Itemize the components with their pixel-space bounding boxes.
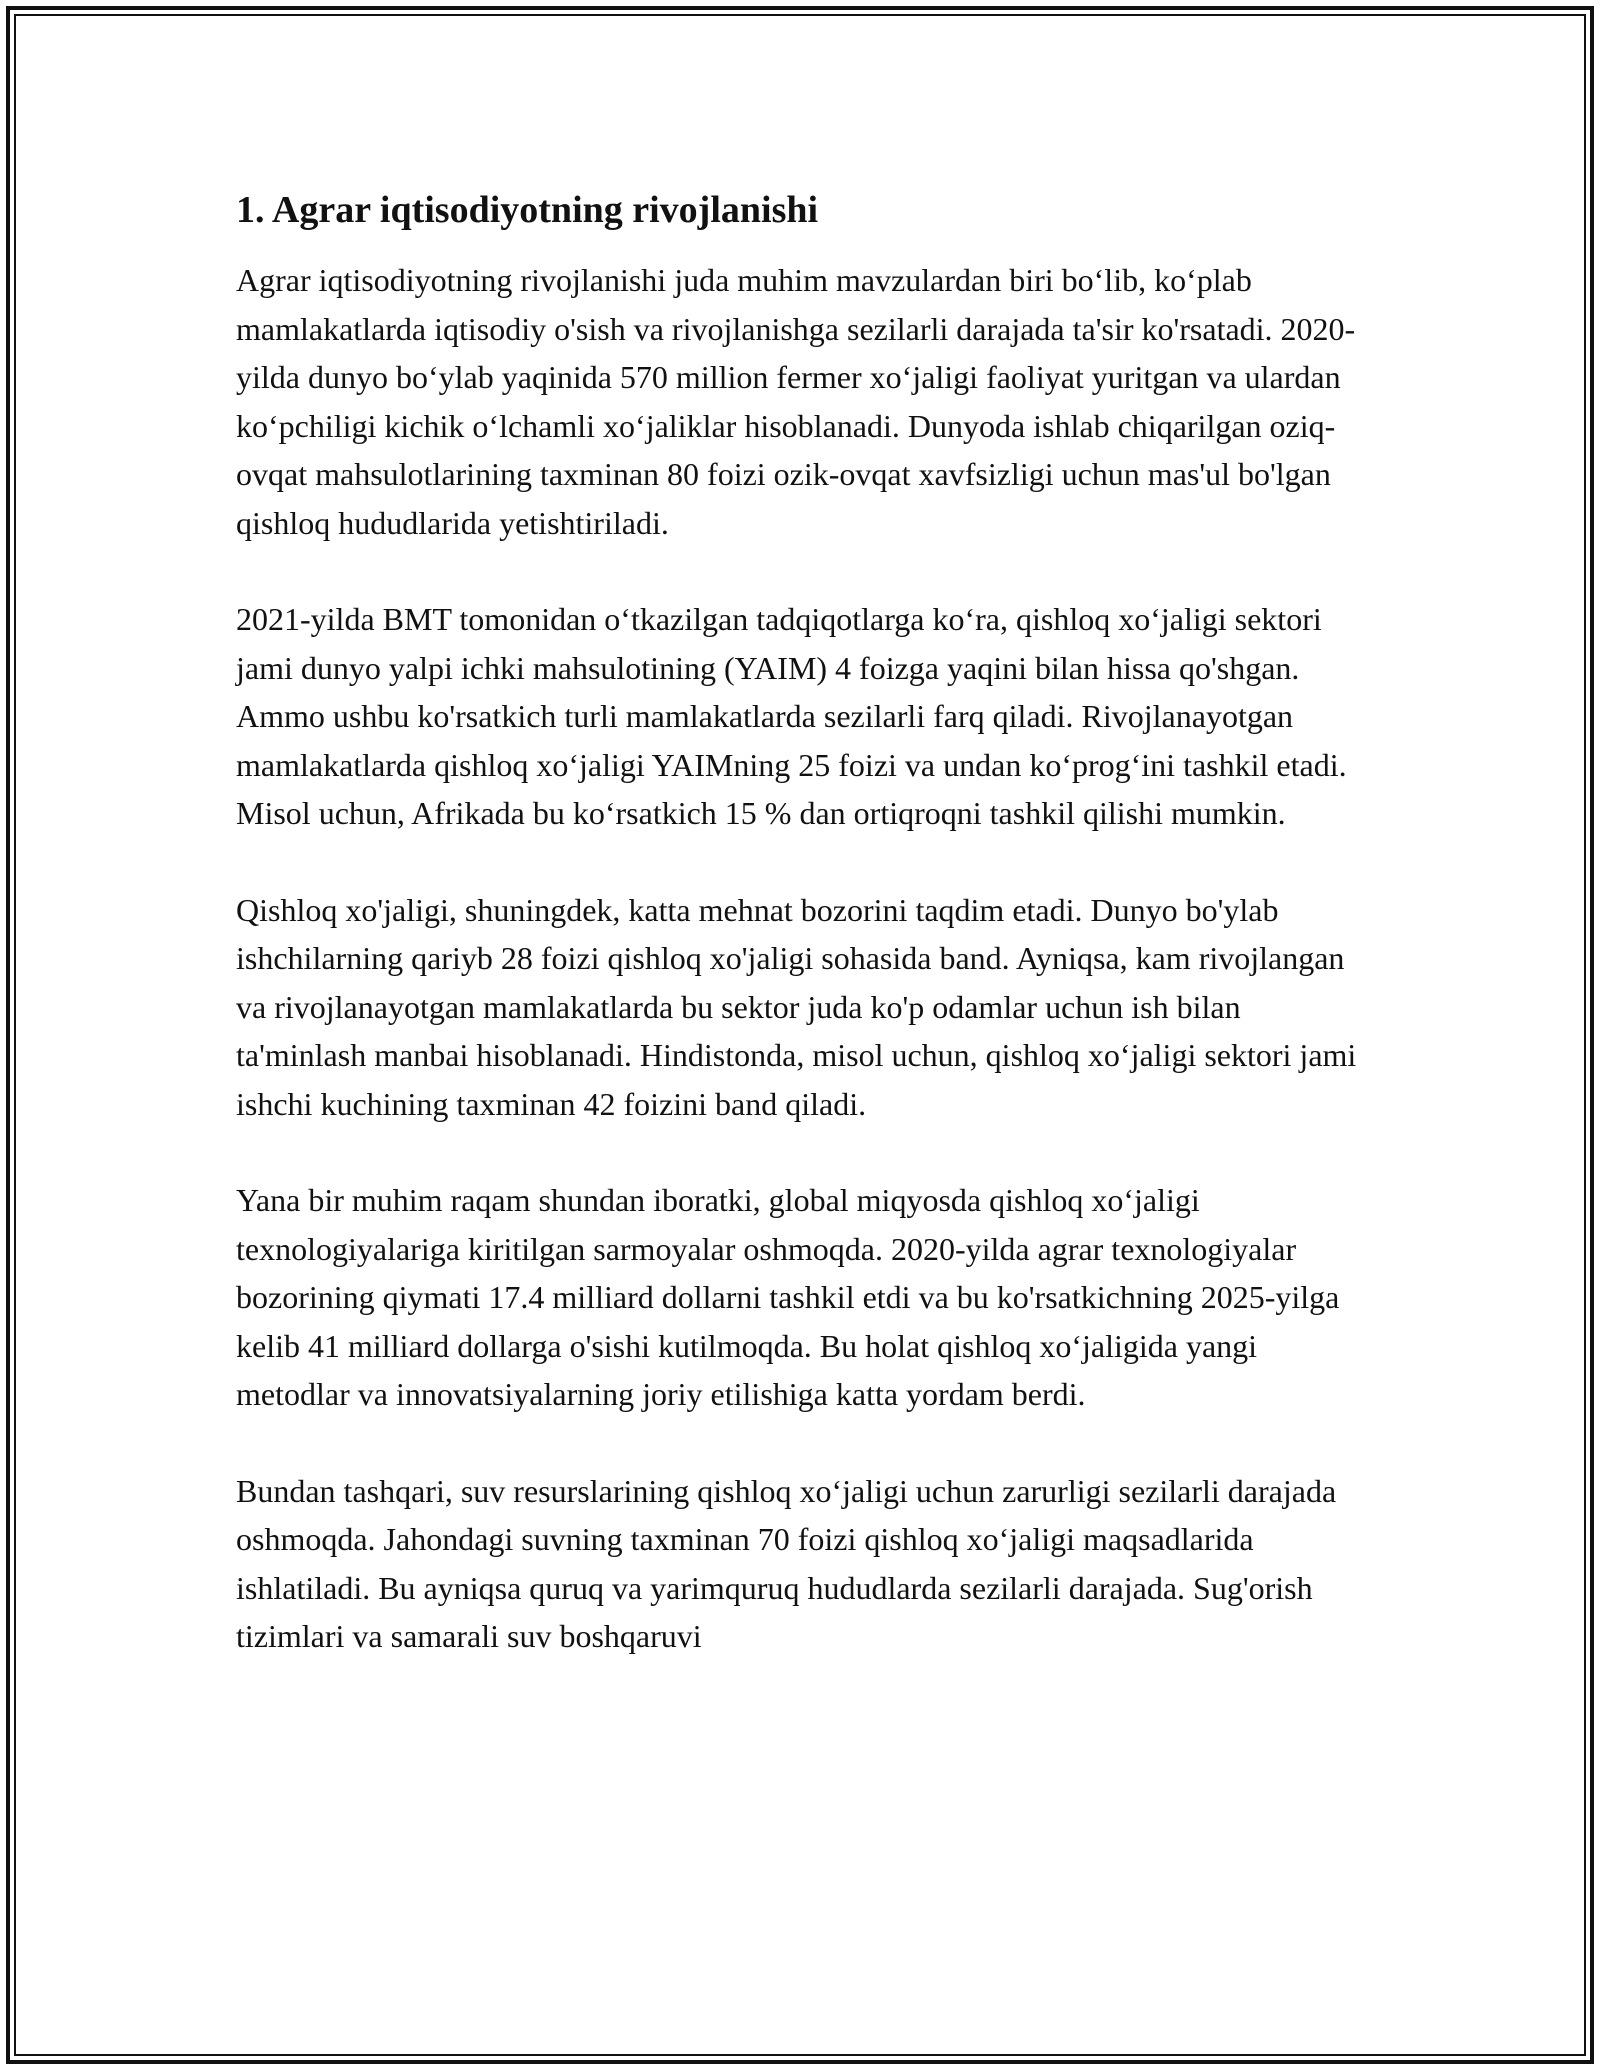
document-body — [236, 186, 1366, 1709]
paragraph-5: Bundan tashqari, suv resurslarining qishloq xo‘jaligi uchun zarurligi sezilarli darajada oshmoqda. Jahondagi suvning taxminan 70 foizi qishloq xo‘jaligi maqsadlarida ishlatiladi. Bu ayniqsa quruq va yarimquruq hududlarda sezilarli darajada. Sug'orish tizimlari va samarali suv boshqaruvi — [236, 1472, 1337, 1654]
paragraph-3: Qishloq xo'jaligi, shuningdek, katta mehnat bozorini taqdim etadi. Dunyo bo'ylab ishchilarning qariyb 28 foizi qishloq xo'jaligi sohasida band. Ayniqsa, kam rivojlangan va rivojlanayotgan mamlakatlarda bu sektor juda ko'p odamlar uchun ish bilan ta'minlash manbai hisoblanadi. Hindistonda, misol uchun, qishloq xo‘jaligi sektori jami ishchi kuchining taxminan 42 foizini band qiladi. — [236, 891, 1357, 1122]
paragraph-2: 2021-yilda BMT tomonidan o‘tkazilgan tadqiqotlarga ko‘ra, qishloq xo‘jaligi sektori jami dunyo yalpi ichki mahsulotining (YAIM) 4 foizga yaqini bilan hissa qo'shgan. Ammo ushbu ko'rsatkich turli mamlakatlarda sezilarli farq qiladi. Rivojlanayotgan mamlakatlarda qishloq xo‘jaligi YAIMning 25 foizi va undan ko‘prog‘ini tashkil etadi. Misol uchun, Afrikada bu ko‘rsatkich 15 % dan ortiqroqni tashkil qilishi mumkin. — [236, 601, 1347, 831]
paragraph-1: Agrar iqtisodiyotning rivojlanishi juda muhim mavzulardan biri bo‘lib, ko‘plab mamlakatlarda iqtisodiy o'sish va rivojlanishga sezilarli darajada ta'sir ko'rsatadi. 2020-yilda dunyo bo‘ylab yaqinida 570 million fermer xo‘jaligi faoliyat yuritgan va ulardan ko‘pchiligi kichik o‘lchamli xo‘jaliklar hisoblanadi. Dunyoda ishlab chiqarilgan oziq-ovqat mahsulotlarining taxminan 80 foizi ozik-ovqat xavfsizligi uchun mas'ul bo'lgan qishloq hududlarida yetishtiriladi. — [236, 262, 1356, 541]
section-heading: 1. Agrar iqtisodiyotning rivojlanishi — [236, 189, 819, 231]
paragraph-4: Yana bir muhim raqam shundan iboratki, global miqyosda qishloq xo‘jaligi texnologiyalariga kiritilgan sarmoyalar oshmoqda. 2020-yilda agrar texnologiyalar bozorining qiymati 17.4 milliard dollarni tashkil etdi va bu ko'rsatkichning 2025-yilga kelib 41 milliard dollarga o'sishi kutilmoqda. Bu holat qishloq xo‘jaligida yangi metodlar va innovatsiyalarning joriy etilishiga katta yordam berdi. — [236, 1182, 1340, 1412]
